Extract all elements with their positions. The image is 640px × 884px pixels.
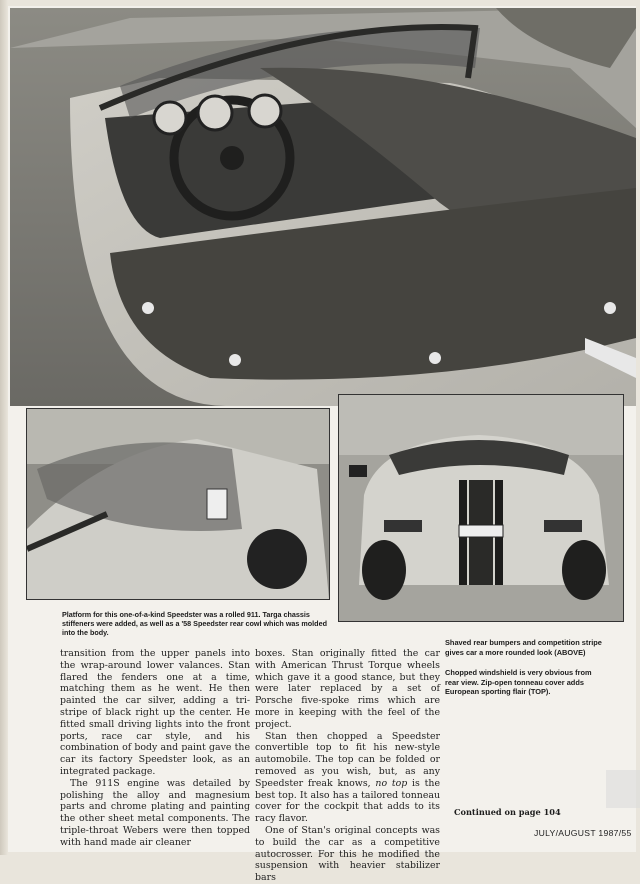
- caption-main-text: Platform for this one-of-a-kind Speedster was a rolled 911. Targa chassis stiffeners were added, as well as a '58 Speedster rear cowl which was molded into the body.: [62, 610, 327, 637]
- photo-speedster-cockpit-tonneau: [10, 8, 636, 406]
- caption-main-photo: [62, 610, 332, 648]
- article-column-2: [255, 648, 440, 884]
- article-text: is the best top. It also has a tailored tonneau cover for the cockpit that adds to its racy flavor.: [255, 777, 440, 825]
- photo-speedster-front-three-quarter: [26, 408, 330, 600]
- article-text: Stan then chopped a Speedster convertible top to fit his new-style automobile. The top can be folded or removed as you wish, but, as any Speedster freak knows,: [255, 730, 440, 789]
- magazine-page: [8, 6, 636, 884]
- caption-rear-bumper-text: Shaved rear bumpers and competition stripe gives car a more rounded look (ABOVE): [445, 638, 602, 657]
- article-paragraph: transition from the upper panels into the wrap-around lower valances. Stan flared the fenders one at a time, matching them as he went. He then painted the car silver, adding a tri-stripe of black right up the center. He fitted small driving lights into the front ports, race car style, and his combination of body and paint gave the car its factory Speedster look, as an integrated package.: [60, 648, 250, 777]
- article-paragraph: The 911S engine was detailed by polishing the alloy and magnesium parts and chrome plating and painting the other sheet metal components. The triple-throat Webers were then topped with hand made air cleaner: [60, 777, 250, 848]
- article-paragraph: One of Stan's original concepts was to build the car as a competitive autocrosser. For this he modified the suspension with heavier stabilizer bars: [255, 824, 440, 884]
- article-column-1: [60, 648, 250, 849]
- article-paragraph: [255, 731, 440, 825]
- page-folio: JULY/AUGUST 1987/55: [534, 828, 632, 838]
- article-paragraph: boxes. Stan originally fitted the car with American Thrust Torque wheels which gave it a good stance, but they were later replaced by a set of Porsche five-spoke rims which are more in keeping with the feel of the project.: [255, 648, 440, 730]
- page-binding-edge: [0, 0, 8, 855]
- article-emphasis: no top: [375, 777, 408, 789]
- bleed-through-mark: [606, 770, 640, 808]
- continued-jump-line: Continued on page 104: [454, 807, 561, 817]
- photo-speedster-rear-view: [338, 394, 624, 622]
- caption-windshield-text: Chopped windshield is very obvious from rear view. Zip-open tonneau cover adds European sporting flair (TOP).: [445, 668, 592, 696]
- caption-side-photos: [445, 638, 605, 708]
